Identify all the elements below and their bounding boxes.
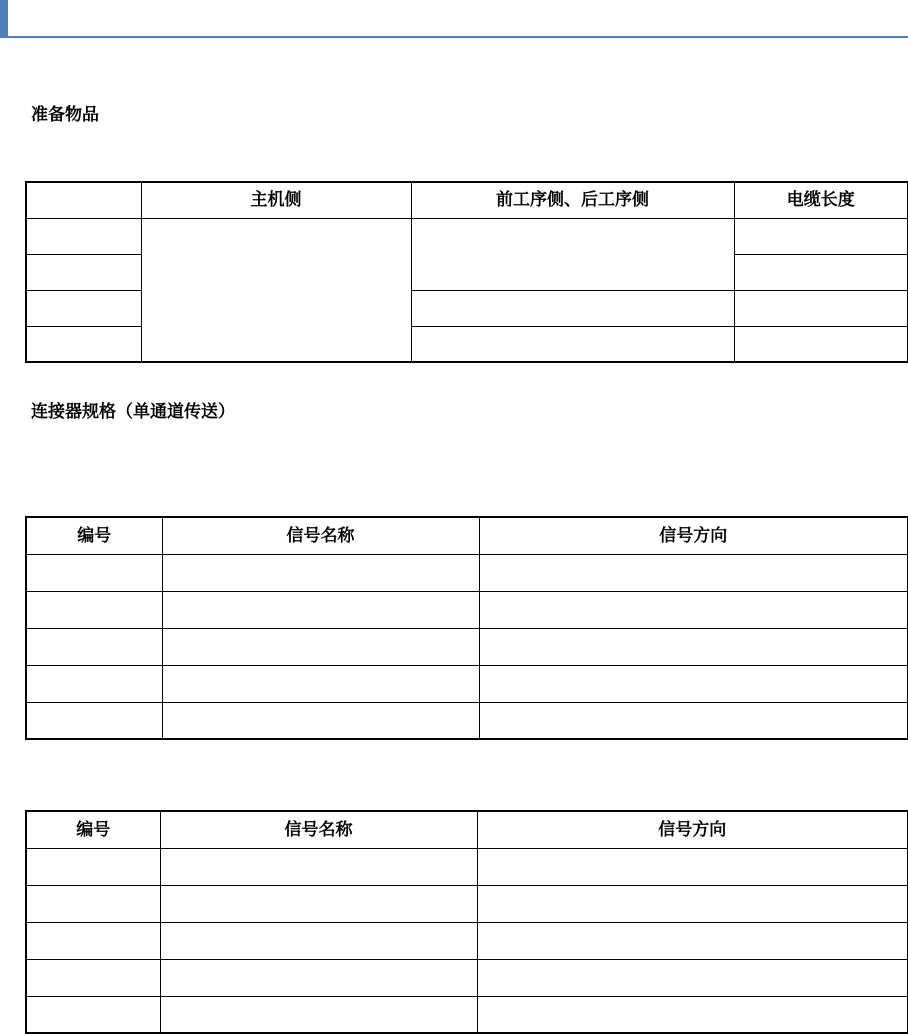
prep-table <box>25 181 908 363</box>
table-row <box>26 996 908 1033</box>
table-cell <box>479 628 908 665</box>
prep-section-title: 准备物品 <box>31 105 99 125</box>
table-cell <box>26 554 162 591</box>
table-cell <box>479 702 908 739</box>
table-row <box>26 628 908 665</box>
table-cell <box>26 254 141 290</box>
table-row <box>26 218 908 254</box>
table-cell <box>734 326 908 362</box>
table-cell <box>162 628 479 665</box>
table-cell <box>479 665 908 702</box>
header-cell-process-side: 前工序侧、后工序侧 <box>411 182 734 218</box>
table-cell <box>162 665 479 702</box>
connector-spec-table-1 <box>25 516 908 740</box>
table-cell <box>477 885 908 922</box>
header-cell-number: 编号 <box>26 811 160 848</box>
table-cell <box>26 628 162 665</box>
page-header-bar <box>0 0 908 38</box>
table-cell <box>26 665 162 702</box>
table-cell <box>26 326 141 362</box>
connector-spec-table-2 <box>25 810 908 1034</box>
table-cell <box>479 591 908 628</box>
table-cell <box>477 959 908 996</box>
header-cell-blank <box>26 182 141 218</box>
table-cell <box>26 218 141 254</box>
table-cell <box>160 996 477 1033</box>
table-row <box>26 702 908 739</box>
header-accent-block <box>0 0 8 38</box>
table-cell <box>160 959 477 996</box>
table-row <box>26 848 908 885</box>
table-cell <box>477 922 908 959</box>
table-cell <box>160 848 477 885</box>
table-cell <box>26 996 160 1033</box>
table-row <box>26 959 908 996</box>
table-cell <box>26 290 141 326</box>
table-cell <box>477 848 908 885</box>
table-header-row <box>26 182 908 218</box>
table-cell <box>734 218 908 254</box>
table-cell <box>734 290 908 326</box>
table-cell <box>26 959 160 996</box>
table-cell <box>162 591 479 628</box>
header-cell-signal-direction: 信号方向 <box>479 517 908 554</box>
table-cell <box>162 702 479 739</box>
table-header-row <box>26 811 908 848</box>
table-row <box>26 665 908 702</box>
table-cell <box>26 702 162 739</box>
table-cell <box>479 554 908 591</box>
table-row <box>26 922 908 959</box>
table-cell <box>26 848 160 885</box>
header-rule <box>0 36 908 38</box>
table-cell <box>160 922 477 959</box>
table-header-row <box>26 517 908 554</box>
table-cell <box>411 326 734 362</box>
header-cell-number: 编号 <box>26 517 162 554</box>
table-row <box>26 591 908 628</box>
header-cell-signal-direction: 信号方向 <box>477 811 908 848</box>
table-cell <box>162 554 479 591</box>
spec-section-title: 连接器规格（单通道传送） <box>31 402 235 422</box>
table-cell <box>26 591 162 628</box>
table-cell <box>477 996 908 1033</box>
table-cell <box>26 885 160 922</box>
header-cell-signal-name: 信号名称 <box>162 517 479 554</box>
table-cell <box>411 290 734 326</box>
table-cell <box>734 254 908 290</box>
table-cell <box>26 922 160 959</box>
header-cell-host-side: 主机侧 <box>141 182 411 218</box>
header-cell-cable-length: 电缆长度 <box>734 182 908 218</box>
table-cell <box>160 885 477 922</box>
table-row <box>26 885 908 922</box>
table-row <box>26 554 908 591</box>
header-cell-signal-name: 信号名称 <box>160 811 477 848</box>
host-side-merged-cell <box>141 218 411 362</box>
process-side-merged-cell <box>411 218 734 290</box>
